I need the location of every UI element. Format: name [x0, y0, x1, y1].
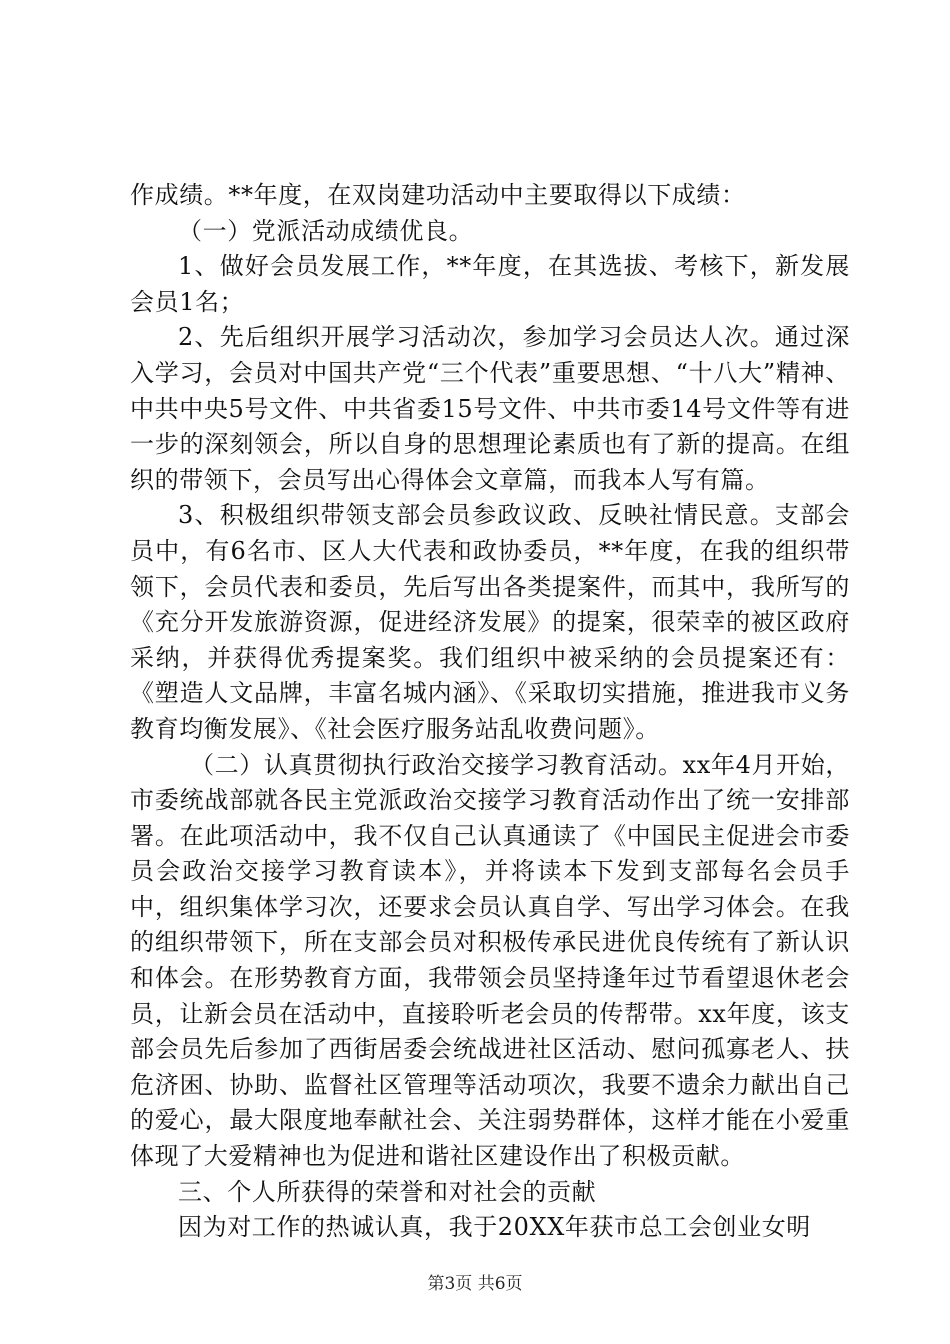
page-footer: 第3页 共6页	[427, 1274, 523, 1294]
document-body	[130, 178, 850, 1246]
paragraph-7: 三、个人所获得的荣誉和对社会的贡献	[178, 1177, 597, 1206]
paragraph-3: 1、做好会员发展工作，**年度，在其选拔、考核下，新发展会员1名；	[130, 252, 850, 316]
paragraph-4: 2、先后组织开展学习活动次，参加学习会员达人次。通过深入学习，会员对中国共产党“三个代表”重要思想、“十八大”精神、中共中央5号文件、中共省委15号文件、中共市委14号文件等有进一步的深刻领会，所以自身的思想理论素质也有了新的提高。在组织的带领下，会员写出心得体会文章篇，而我本人写有篇。	[130, 323, 850, 494]
paragraph-2: （一）党派活动成绩优良。	[178, 216, 474, 245]
paragraph-8: 因为对工作的热诚认真，我于20XX年获市总工会创业女明	[178, 1213, 811, 1242]
paragraph-5: 3、积极组织带领支部会员参政议政、反映社情民意。支部会员中，有6名市、区人大代表和政协委员，**年度，在我的组织带领下，会员代表和委员，先后写出各类提案件，而其中，我所写的《充分开发旅游资源，促进经济发展》的提案，很荣幸的被区政府采纳，并获得优秀提案奖。我们组织中被采纳的会员提案还有：《塑造人文品牌，丰富名城内涵》、《采取切实措施，推进我市义务教育均衡发展》、《社会医疗服务站乱收费问题》。	[130, 501, 850, 743]
paragraph-6: （二）认真贯彻执行政治交接学习教育活动。xx年4月开始，市委统战部就各民主党派政治交接学习教育活动作出了统一安排部署。在此项活动中，我不仅自己认真通读了《中国民主促进会市委员会政治交接学习教育读本》，并将读本下发到支部每名会员手中，组织集体学习次，还要求会员认真自学、写出学习体会。在我的组织带领下，所在支部会员对积极传承民进优良传统有了新认识和体会。在形势教育方面，我带领会员坚持逢年过节看望退休老会员，让新会员在活动中，直接聆听老会员的传帮带。xx年度，该支部会员先后参加了西街居委会统战进社区活动、慰问孤寡老人、扶危济困、协助、监督社区管理等活动项次，我要不遗余力献出自己的爱心，最大限度地奉献社会、关注弱势群体，这样才能在小爱重体现了大爱精神也为促进和谐社区建设作出了积极贡献。	[130, 750, 850, 1171]
paragraph-1: 作成绩。**年度，在双岗建功活动中主要取得以下成绩：	[130, 181, 746, 209]
